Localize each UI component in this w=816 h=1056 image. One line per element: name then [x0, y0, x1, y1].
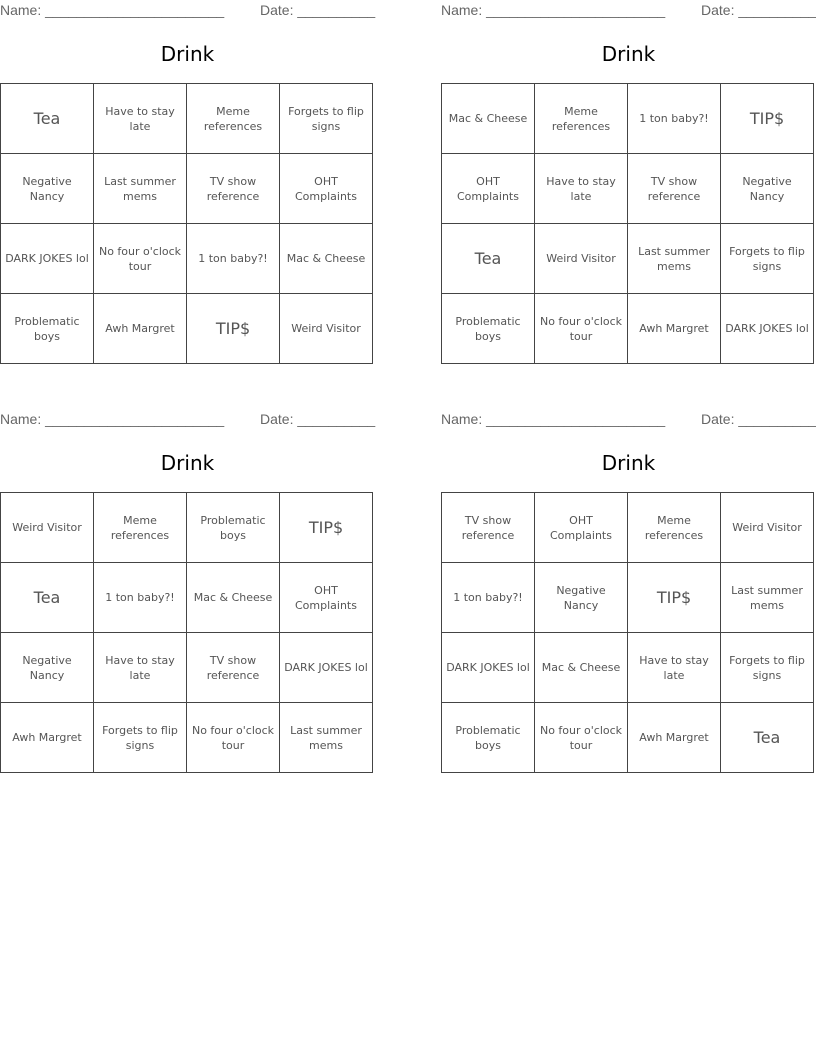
bingo-cell: Awh Margret: [94, 294, 187, 364]
bingo-cell: Tea: [721, 703, 814, 773]
date-field-label: Date: __________: [701, 2, 816, 18]
bingo-cell: DARK JOKES lol: [1, 224, 94, 294]
bingo-cell: Last summer mems: [94, 154, 187, 224]
card-header: [441, 411, 816, 429]
name-field-label: Name: _______________________: [441, 2, 666, 18]
bingo-cell: Forgets to flip signs: [280, 84, 373, 154]
bingo-cell: Have to stay late: [94, 633, 187, 703]
bingo-cell: Have to stay late: [535, 154, 628, 224]
bingo-cell: Last summer mems: [628, 224, 721, 294]
grid-row: [442, 703, 814, 773]
grid-row: [442, 294, 814, 364]
bingo-cell: Weird Visitor: [1, 493, 94, 563]
bingo-cell: Meme references: [187, 84, 280, 154]
bingo-grid: [0, 83, 373, 364]
grid-row: [442, 493, 814, 563]
grid-row: [1, 294, 373, 364]
bingo-cell: Mac & Cheese: [535, 633, 628, 703]
bingo-cell: Awh Margret: [1, 703, 94, 773]
name-field-label: Name: _______________________: [0, 2, 225, 18]
name-field-label: Name: _______________________: [0, 411, 225, 427]
bingo-cell: Meme references: [535, 84, 628, 154]
card-header: [0, 411, 375, 429]
bingo-cell: Weird Visitor: [535, 224, 628, 294]
grid-row: [442, 563, 814, 633]
bingo-cell: Forgets to flip signs: [721, 224, 814, 294]
bingo-cell: Tea: [1, 563, 94, 633]
date-field-label: Date: __________: [260, 411, 376, 427]
bingo-grid: [441, 83, 814, 364]
bingo-cell: TV show reference: [187, 154, 280, 224]
bingo-cell: TV show reference: [187, 633, 280, 703]
bingo-cell: No four o'clock tour: [535, 294, 628, 364]
bingo-cell: Mac & Cheese: [442, 84, 535, 154]
bingo-cell: DARK JOKES lol: [280, 633, 373, 703]
bingo-cell: Negative Nancy: [1, 633, 94, 703]
bingo-cell: DARK JOKES lol: [442, 633, 535, 703]
card-title: Drink: [601, 451, 656, 475]
bingo-grid: [0, 492, 373, 773]
card-header: [441, 2, 816, 20]
bingo-cell: TIP$: [628, 563, 721, 633]
bingo-cell: Weird Visitor: [721, 493, 814, 563]
card-title: Drink: [160, 451, 215, 475]
grid-row: [442, 154, 814, 224]
bingo-cell: Forgets to flip signs: [721, 633, 814, 703]
card-header: [0, 2, 375, 20]
bingo-cell: Negative Nancy: [721, 154, 814, 224]
bingo-cell: Tea: [442, 224, 535, 294]
bingo-cell: No four o'clock tour: [187, 703, 280, 773]
grid-row: [442, 224, 814, 294]
bingo-cell: Meme references: [94, 493, 187, 563]
grid-row: [1, 84, 373, 154]
bingo-cell: Mac & Cheese: [280, 224, 373, 294]
bingo-cell: Negative Nancy: [1, 154, 94, 224]
grid-row: [1, 154, 373, 224]
bingo-cell: TIP$: [187, 294, 280, 364]
bingo-cell: Meme references: [628, 493, 721, 563]
grid-row: [1, 633, 373, 703]
date-field-label: Date: __________: [701, 411, 816, 427]
bingo-cell: 1 ton baby?!: [187, 224, 280, 294]
date-field-label: Date: __________: [260, 2, 376, 18]
bingo-cell: TIP$: [721, 84, 814, 154]
bingo-grid: [441, 492, 814, 773]
bingo-cell: Weird Visitor: [280, 294, 373, 364]
grid-row: [442, 633, 814, 703]
bingo-cell: TIP$: [280, 493, 373, 563]
bingo-cell: Awh Margret: [628, 294, 721, 364]
bingo-cell: Problematic boys: [187, 493, 280, 563]
bingo-cell: OHT Complaints: [442, 154, 535, 224]
card-title: Drink: [160, 42, 215, 66]
grid-row: [1, 224, 373, 294]
bingo-cell: OHT Complaints: [535, 493, 628, 563]
bingo-cell: Have to stay late: [628, 633, 721, 703]
grid-row: [1, 493, 373, 563]
bingo-cell: 1 ton baby?!: [94, 563, 187, 633]
grid-row: [1, 563, 373, 633]
bingo-cell: 1 ton baby?!: [442, 563, 535, 633]
bingo-cell: Last summer mems: [280, 703, 373, 773]
bingo-cell: Awh Margret: [628, 703, 721, 773]
card-title: Drink: [601, 42, 656, 66]
bingo-cell: No four o'clock tour: [94, 224, 187, 294]
bingo-cell: DARK JOKES lol: [721, 294, 814, 364]
bingo-cell: Forgets to flip signs: [94, 703, 187, 773]
bingo-cell: 1 ton baby?!: [628, 84, 721, 154]
bingo-cell: Last summer mems: [721, 563, 814, 633]
bingo-cell: No four o'clock tour: [535, 703, 628, 773]
bingo-cell: Negative Nancy: [535, 563, 628, 633]
grid-row: [1, 703, 373, 773]
bingo-cell: Tea: [1, 84, 94, 154]
bingo-cell: Mac & Cheese: [187, 563, 280, 633]
bingo-cell: Problematic boys: [442, 294, 535, 364]
name-field-label: Name: _______________________: [441, 411, 666, 427]
bingo-cell: OHT Complaints: [280, 154, 373, 224]
bingo-cell: Problematic boys: [442, 703, 535, 773]
grid-row: [442, 84, 814, 154]
bingo-cell: Have to stay late: [94, 84, 187, 154]
bingo-cell: TV show reference: [442, 493, 535, 563]
bingo-cell: TV show reference: [628, 154, 721, 224]
bingo-cell: Problematic boys: [1, 294, 94, 364]
bingo-cell: OHT Complaints: [280, 563, 373, 633]
